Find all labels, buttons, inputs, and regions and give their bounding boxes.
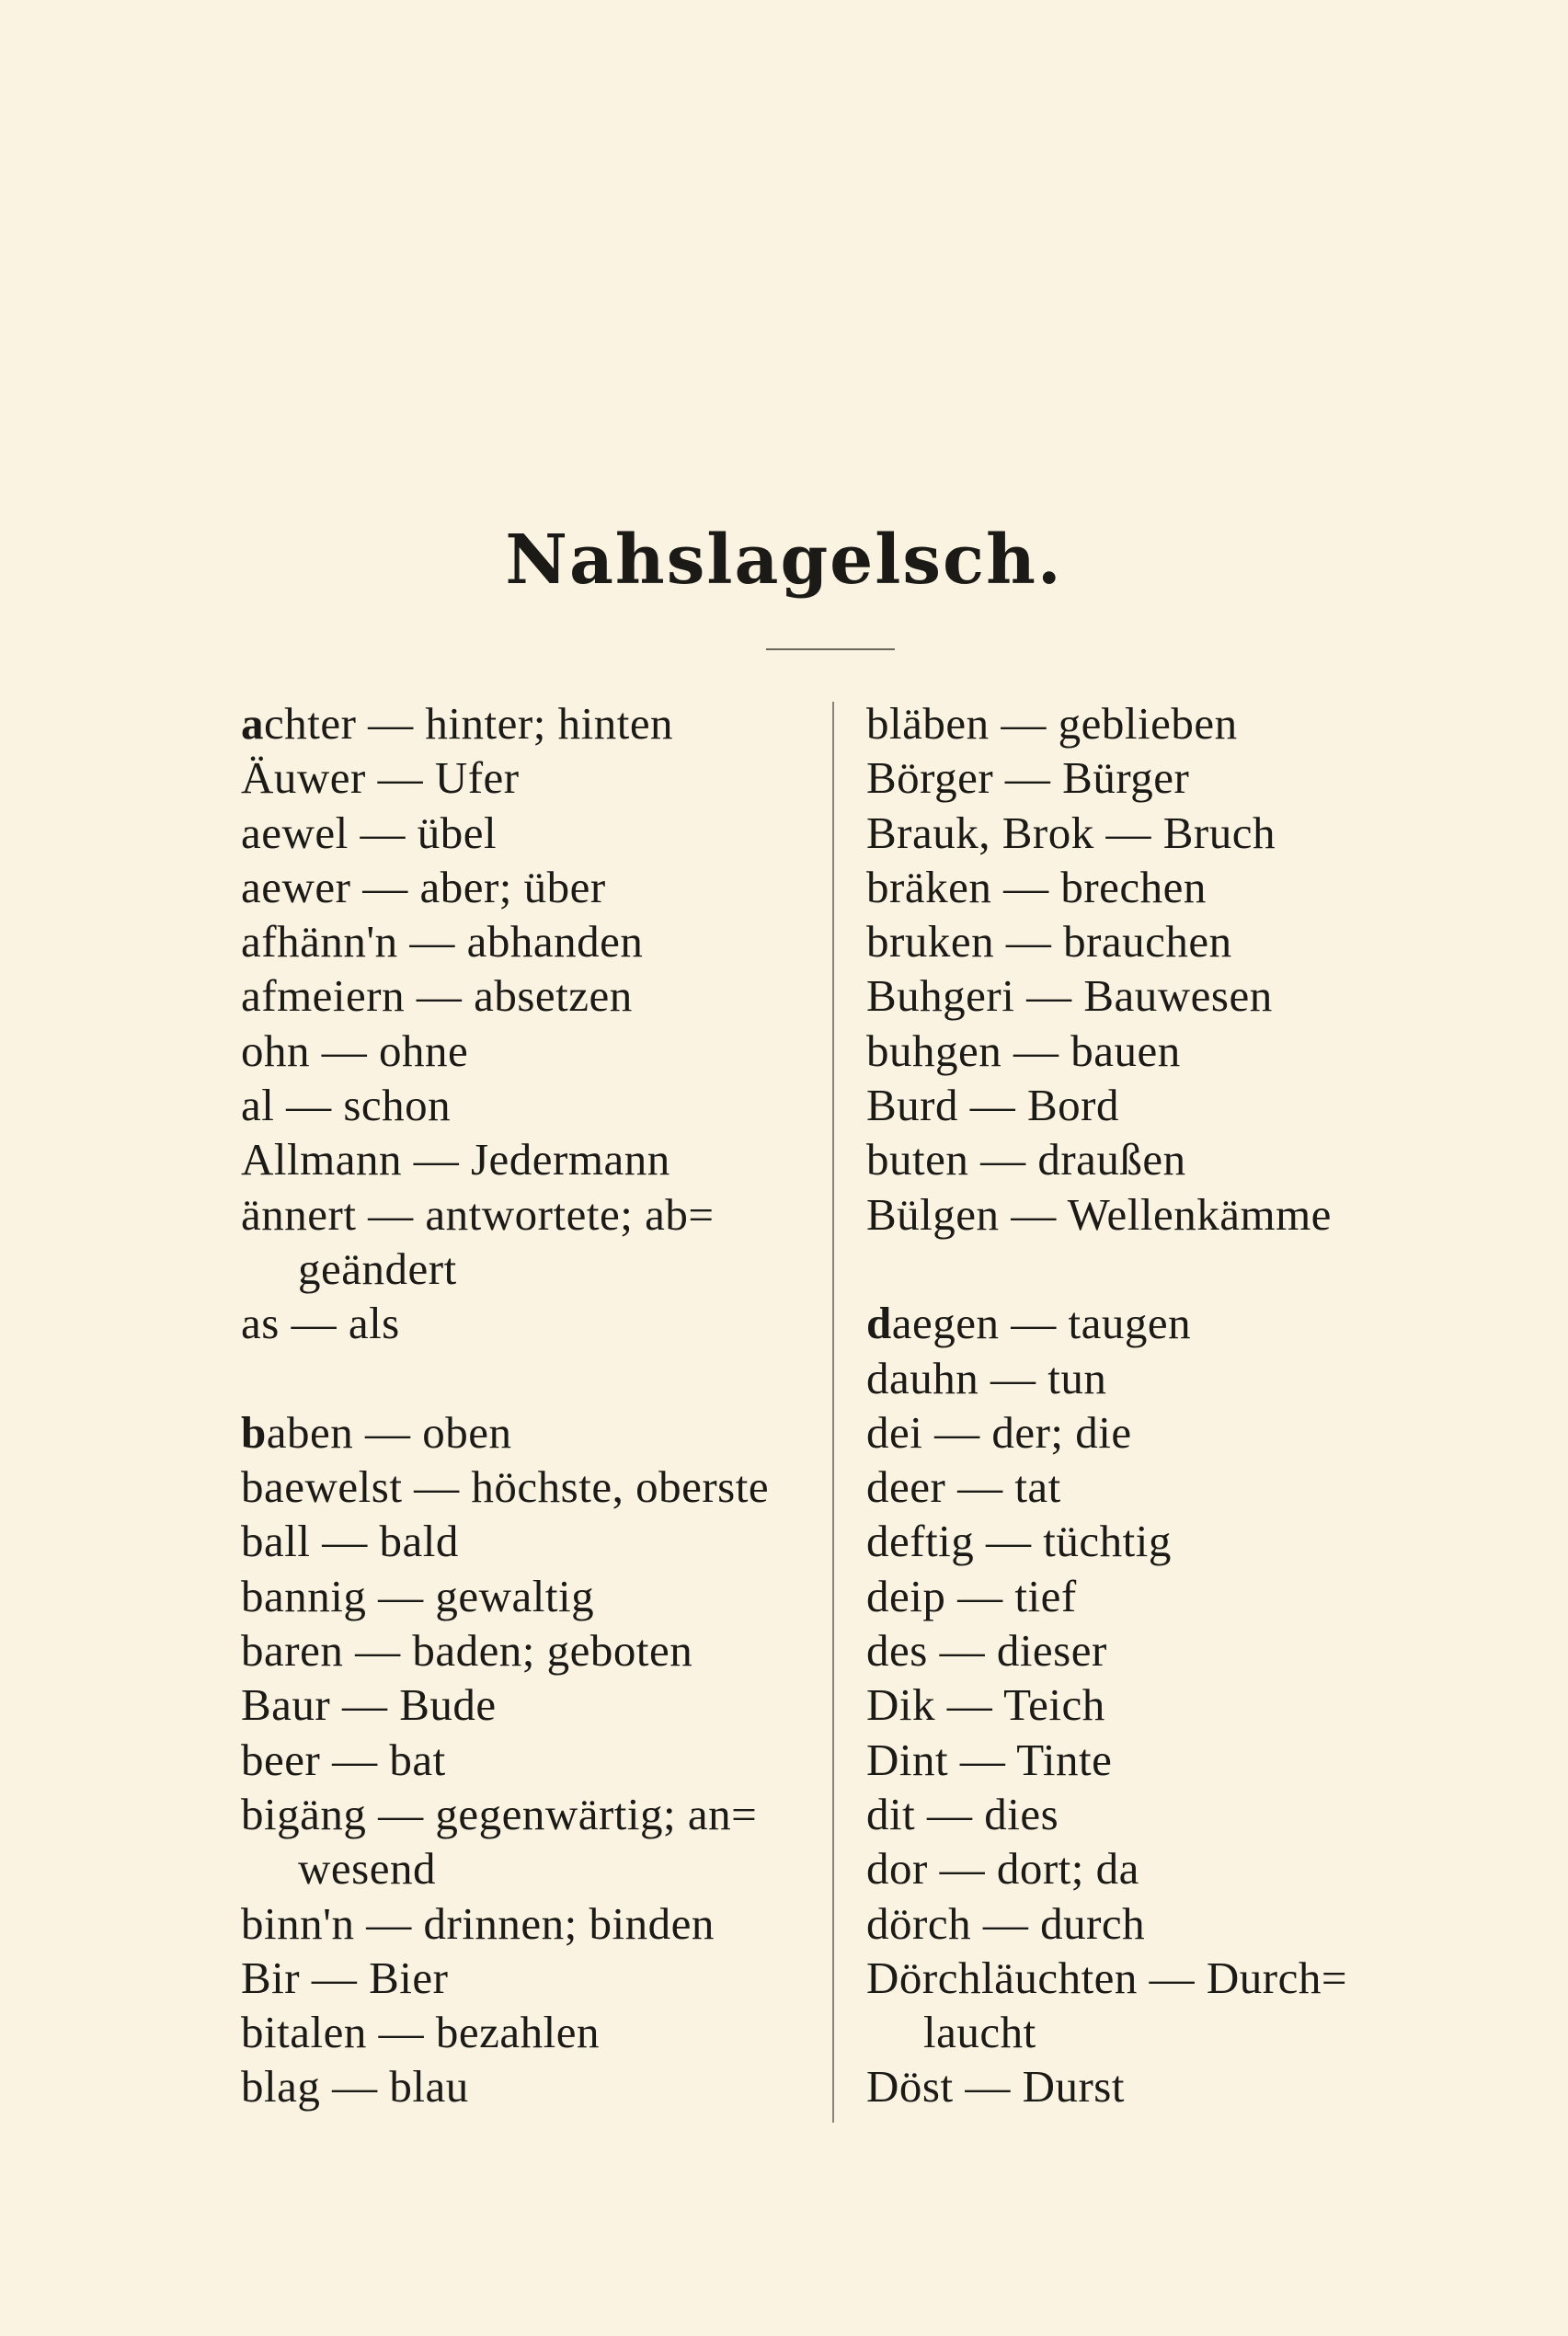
left-glossary-column xyxy=(241,696,811,2114)
glossary-entry: bigäng — gegenwärtig; an= xyxy=(241,1788,758,1839)
glossary-entry: dor — dort; da xyxy=(866,1843,1139,1895)
glossary-entry: deftig — tüchtig xyxy=(866,1516,1172,1567)
glossary-entry: afhänn'n — abhanden xyxy=(241,916,644,968)
section-gap xyxy=(866,1242,1455,1296)
glossary-entry: Dint — Tinte xyxy=(866,1734,1113,1785)
glossary-entry: dei — der; die xyxy=(866,1406,1132,1458)
glossary-entry: Dik — Teich xyxy=(866,1679,1105,1731)
glossary-entry: bräken — brechen xyxy=(866,861,1207,912)
glossary-entry: al — schon xyxy=(241,1080,452,1131)
glossary-entry: Allmann — Jedermann xyxy=(241,1134,670,1185)
glossary-entry: Brauk, Brok — Bruch xyxy=(866,807,1276,858)
glossary-entry: bruken — brauchen xyxy=(866,916,1232,968)
glossary-entry-continuation: wesend xyxy=(298,1843,436,1895)
glossary-entry: daegen — taugen xyxy=(866,1298,1192,1349)
page-title: Nahslagelsch. xyxy=(505,521,1063,600)
glossary-entry: buhgen — bauen xyxy=(866,1025,1181,1076)
section-gap xyxy=(241,1351,811,1405)
glossary-entry: deip — tief xyxy=(866,1570,1077,1621)
glossary-entry: Äuwer — Ufer xyxy=(241,752,520,804)
glossary-entry: Buhgeri — Bauwesen xyxy=(866,970,1273,1022)
glossary-entry: Baur — Bude xyxy=(241,1679,497,1731)
glossary-entry: Börger — Bürger xyxy=(866,752,1190,804)
glossary-entry: aewer — aber; über xyxy=(241,861,606,912)
glossary-entry: buten — draußen xyxy=(866,1134,1186,1185)
glossary-entry: as — als xyxy=(241,1298,400,1349)
glossary-entry: baren — baden; geboten xyxy=(241,1625,693,1677)
glossary-entry: deer — tat xyxy=(866,1461,1061,1513)
glossary-entry: ännert — antwortete; ab= xyxy=(241,1188,715,1240)
right-glossary-column xyxy=(866,696,1455,2114)
glossary-entry: baben — oben xyxy=(241,1406,512,1458)
glossary-entry: bannig — gewaltig xyxy=(241,1570,595,1621)
glossary-entry: afmeiern — absetzen xyxy=(241,970,633,1022)
glossary-entry: dauhn — tun xyxy=(866,1352,1107,1403)
glossary-entry-continuation: laucht xyxy=(923,2007,1036,2058)
glossary-entry: dörch — durch xyxy=(866,1897,1146,1949)
glossary-entry: binn'n — drinnen; binden xyxy=(241,1897,715,1949)
glossary-entry: Dörchläuchten — Durch= xyxy=(866,1952,1348,2003)
glossary-entry: des — dieser xyxy=(866,1625,1107,1677)
column-divider xyxy=(832,702,834,2123)
title-divider xyxy=(766,648,895,650)
glossary-entry-continuation: geändert xyxy=(298,1242,457,1294)
glossary-entry: Bülgen — Wellenkämme xyxy=(866,1188,1332,1240)
glossary-entry: bläben — geblieben xyxy=(866,698,1238,749)
glossary-entry: beer — bat xyxy=(241,1734,446,1785)
glossary-entry: blag — blau xyxy=(241,2061,469,2113)
glossary-entry: bitalen — bezahlen xyxy=(241,2007,600,2058)
glossary-entry: ball — bald xyxy=(241,1516,459,1567)
glossary-entry: Burd — Bord xyxy=(866,1080,1119,1131)
glossary-entry: Bir — Bier xyxy=(241,1952,449,2003)
glossary-entry: achter — hinter; hinten xyxy=(241,698,674,749)
glossary-entry: dit — dies xyxy=(866,1788,1059,1839)
glossary-entry: Döst — Durst xyxy=(866,2061,1125,2113)
glossary-entry: ohn — ohne xyxy=(241,1025,469,1076)
glossary-entry: baewelst — höchste, oberste xyxy=(241,1461,770,1513)
glossary-entry: aewel — übel xyxy=(241,807,498,858)
